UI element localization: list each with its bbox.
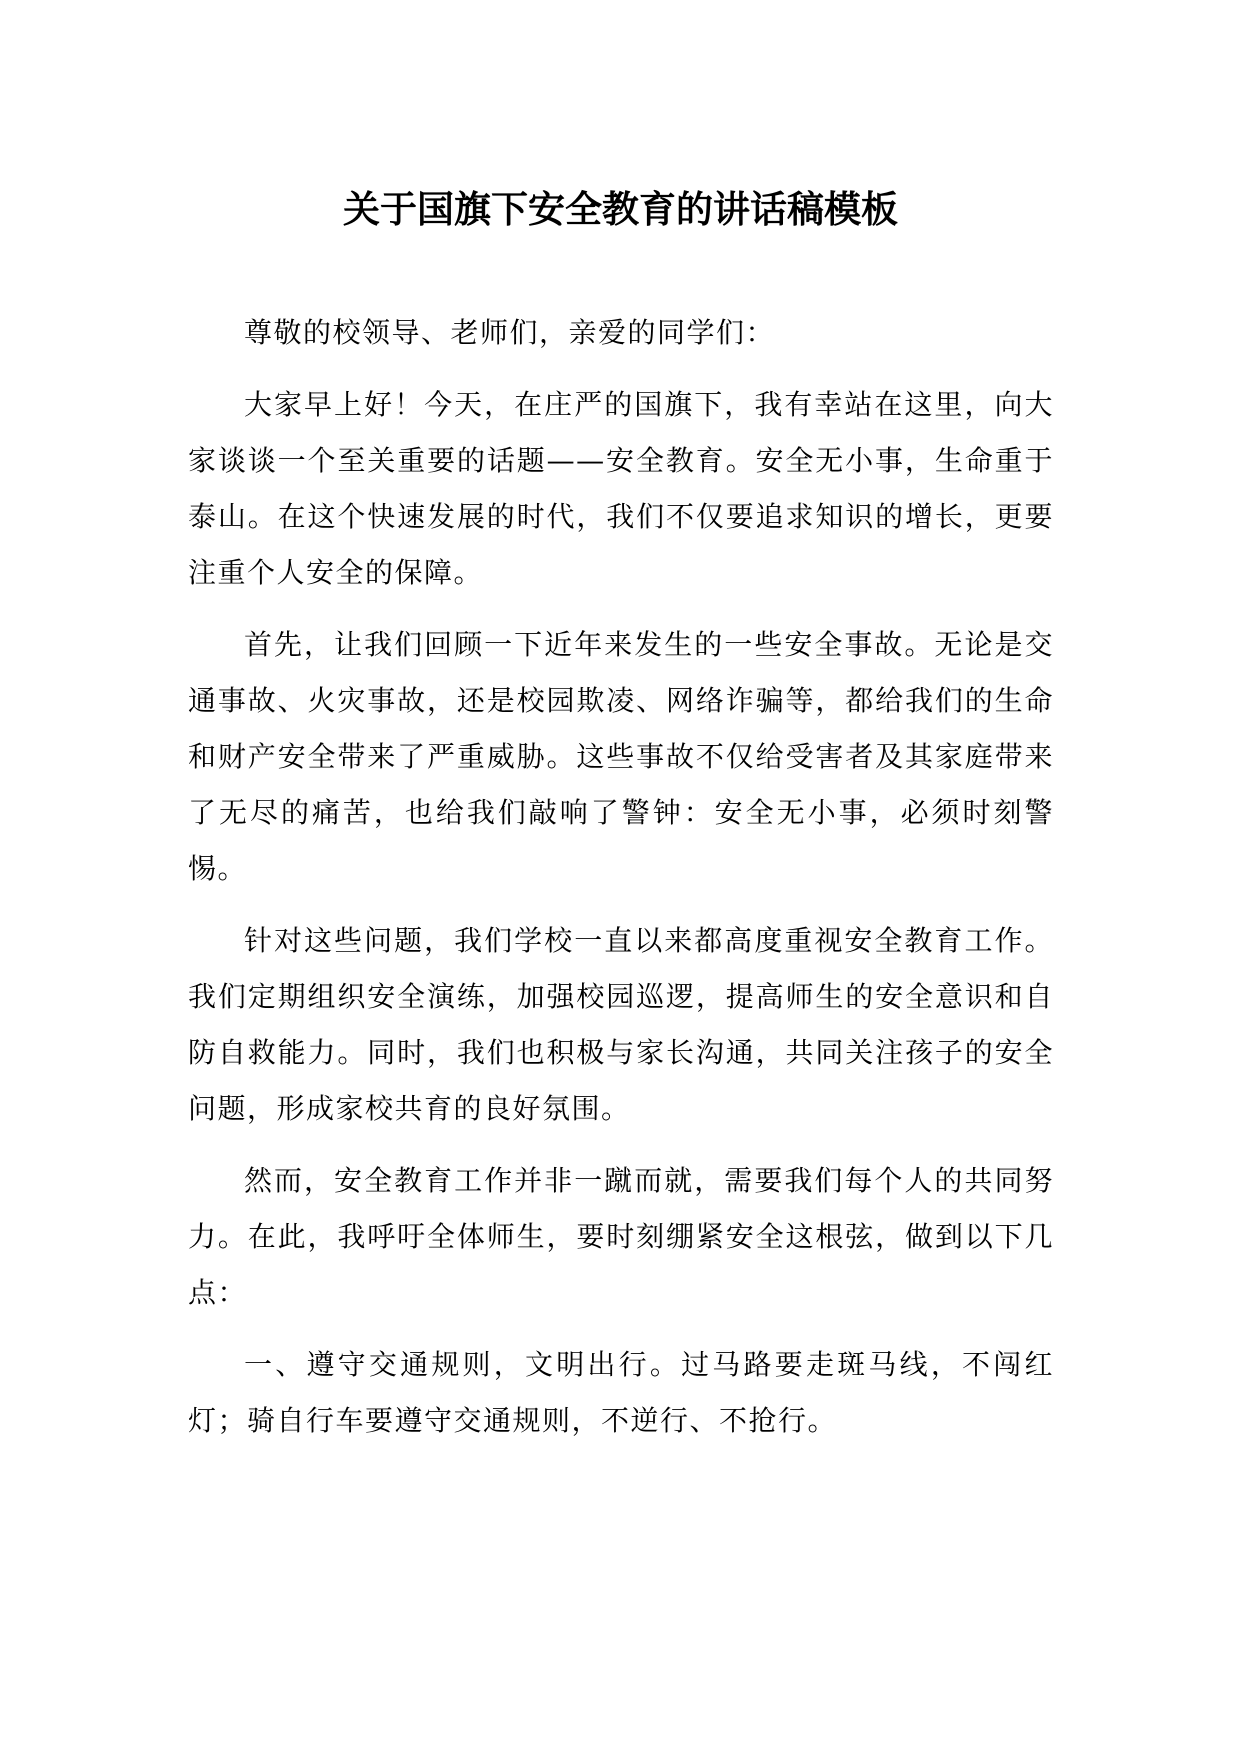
paragraph-point-one: 一、遵守交通规则，文明出行。过马路要走斑马线，不闯红灯；骑自行车要遵守交通规则，不逆行、不抢行。 xyxy=(188,1348,1054,1437)
document-body xyxy=(188,305,1054,1465)
paragraph-school-efforts: 针对这些问题，我们学校一直以来都高度重视安全教育工作。我们定期组织安全演练，加强校园巡逻，提高师生的安全意识和自防自救能力。同时，我们也积极与家长沟通，共同关注孩子的安全问题，形成家校共育的良好氛围。 xyxy=(188,924,1054,1125)
document-title: 关于国旗下安全教育的讲话稿模板 xyxy=(343,188,898,231)
paragraph-accidents: 首先，让我们回顾一下近年来发生的一些安全事故。无论是交通事故、火灾事故，还是校园欺凌、网络诈骗等，都给我们的生命和财产安全带来了严重威胁。这些事故不仅给受害者及其家庭带来了无尽的痛苦，也给我们敲响了警钟：安全无小事，必须时刻警惕。 xyxy=(188,628,1054,885)
paragraph-opening: 大家早上好！今天，在庄严的国旗下，我有幸站在这里，向大家谈谈一个至关重要的话题——安全教育。安全无小事，生命重于泰山。在这个快速发展的时代，我们不仅要追求知识的增长，更要注重个人安全的保障。 xyxy=(188,388,1054,589)
paragraph-greeting: 尊敬的校领导、老师们，亲爱的同学们： xyxy=(244,316,776,349)
paragraph-appeal: 然而，安全教育工作并非一蹴而就，需要我们每个人的共同努力。在此，我呼吁全体师生，要时刻绷紧安全这根弦，做到以下几点： xyxy=(188,1164,1054,1309)
